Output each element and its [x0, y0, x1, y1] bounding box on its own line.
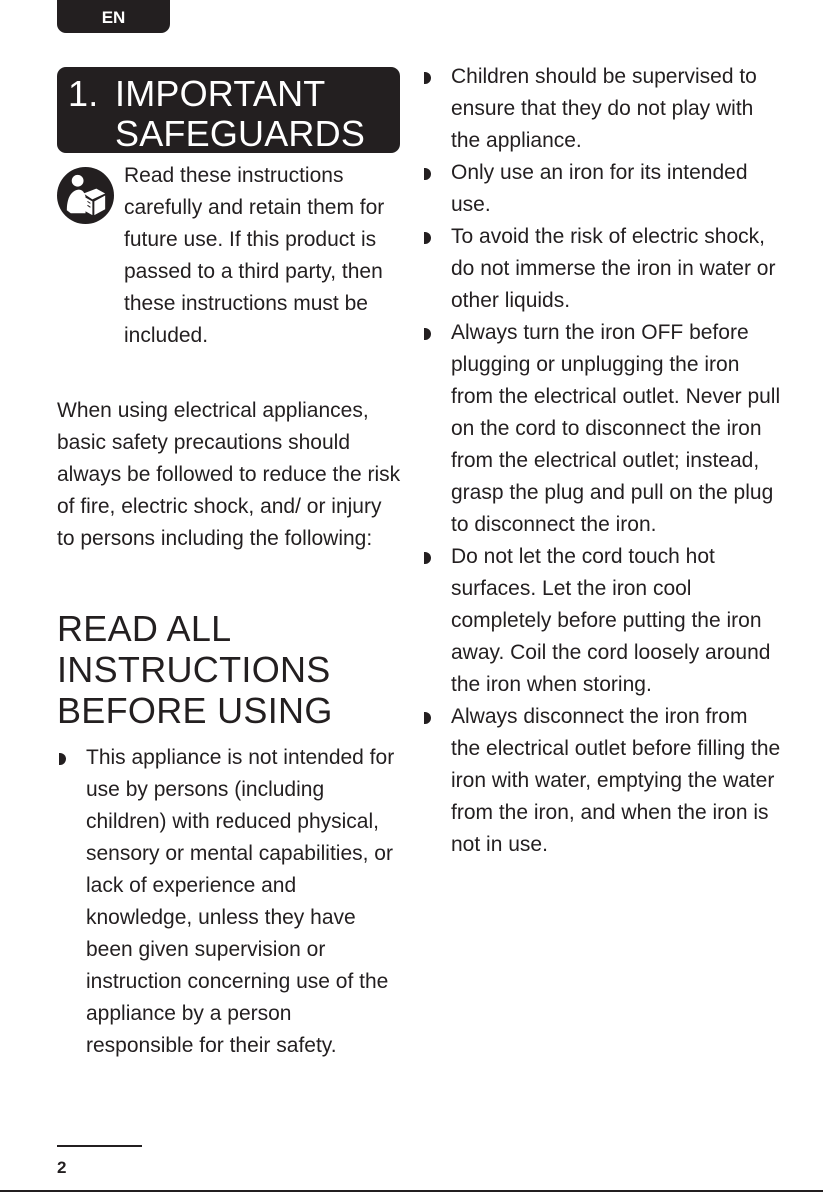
- bullet-marker-icon: [424, 232, 431, 244]
- section-number: 1.: [68, 73, 99, 114]
- safety-paragraph: When using electrical appliances, basic safety precautions should always be followed to reduce the risk of fire, electric shock, and/ or injury to persons including the following:: [57, 399, 401, 550]
- language-tab: EN: [57, 0, 170, 33]
- section-title-line2: SAFEGUARDS: [115, 113, 366, 154]
- bullet-marker-icon: [424, 552, 431, 564]
- list-item: [57, 742, 402, 1062]
- heading-line2: INSTRUCTIONS: [57, 649, 331, 690]
- section-title: [57, 67, 400, 153]
- bullet-marker-icon: [59, 753, 66, 765]
- intro-text: Read these instructions carefully and retain them for future use. If this product is passed to a third party, then these instructions must be included.: [124, 164, 385, 347]
- list-item: [422, 541, 782, 701]
- list-item-text: Only use an iron for its intended use.: [451, 161, 748, 216]
- safety-list-left: [57, 742, 402, 1062]
- list-item: [422, 157, 782, 221]
- bullet-marker-icon: [424, 328, 431, 340]
- bullet-marker-icon: [424, 72, 431, 84]
- bullet-marker-icon: [424, 168, 431, 180]
- list-item-text: Do not let the cord touch hot surfaces. Let the iron cool completely before putting the iron away. Coil the cord loosely around the iron when storing.: [451, 545, 771, 696]
- footer-rule: [57, 1145, 142, 1147]
- list-item: [422, 701, 782, 861]
- list-item: [422, 317, 782, 541]
- read-instructions-heading: [57, 608, 402, 731]
- read-manual-icon: [57, 167, 114, 224]
- list-item-text: This appliance is not intended for use by persons (including children) with reduced physical, sensory or mental capabilities, or lack of experience and knowledge, unless they have been given supervision or instruction concerning use of the appliance by a person responsible for their safety.: [86, 746, 395, 1057]
- list-item-text: To avoid the risk of electric shock, do not immerse the iron in water or other liquids.: [451, 225, 776, 312]
- list-item: [422, 221, 782, 317]
- list-item-text: Always turn the iron OFF before plugging or unplugging the iron from the electrical outlet. Never pull on the cord to disconnect the iron from the electrical outlet; instead, grasp the plug and pull on the plug to disconnect the iron.: [451, 321, 781, 536]
- page-number: 2: [57, 1158, 67, 1177]
- heading-line1: READ ALL: [57, 608, 232, 649]
- list-item: [422, 61, 782, 157]
- bullet-marker-icon: [424, 712, 431, 724]
- list-item-text: Children should be supervised to ensure that they do not play with the appliance.: [451, 65, 757, 152]
- list-item-text: Always disconnect the iron from the electrical outlet before filling the iron with water, emptying the water from the iron, and when the iron is not in use.: [451, 705, 781, 856]
- safety-list-right: [422, 61, 782, 861]
- heading-line3: BEFORE USING: [57, 690, 333, 731]
- section-title-line1: IMPORTANT: [115, 73, 326, 114]
